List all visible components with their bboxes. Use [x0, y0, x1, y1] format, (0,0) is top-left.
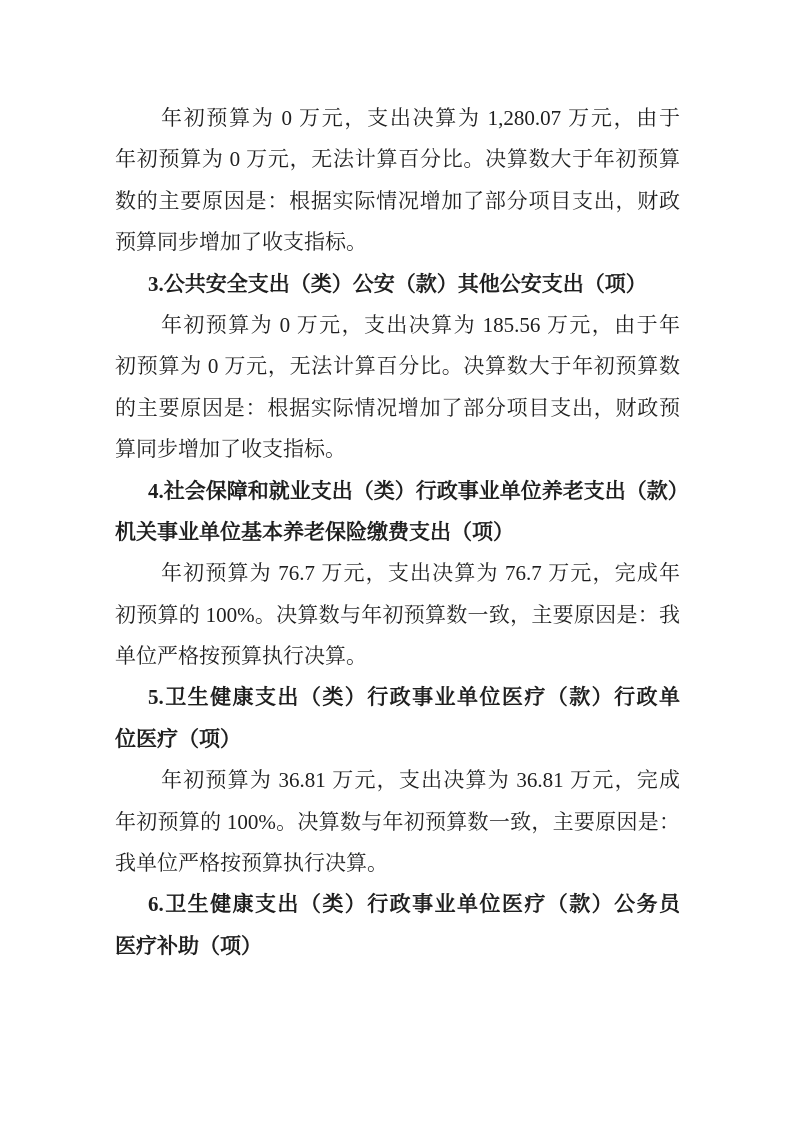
body-text-line: 预算同步增加了收支指标。	[115, 230, 367, 255]
body-text-line: 年初预算为 0 万元，支出决算为 1,280.07 万元，由于	[161, 106, 680, 130]
body-text-line: 的主要原因是：根据实际情况增加了部分项目支出，财政预	[115, 395, 680, 420]
body-text-line: 初预算为 0 万元，无法计算百分比。决算数大于年初预算数	[115, 354, 680, 379]
section-heading-line: 位医疗（项）	[115, 726, 241, 751]
body-text-line: 单位严格按预算执行决算。	[115, 644, 367, 669]
body-text-line: 年初预算为 36.81 万元，支出决算为 36.81 万元，完成	[161, 768, 680, 793]
section-heading-line: 4.社会保障和就业支出（类）行政事业单位养老支出（款）	[148, 478, 689, 503]
section-heading-line: 机关事业单位基本养老保险缴费支出（项）	[115, 519, 514, 544]
body-text-line: 初预算的 100%。决算数与年初预算数一致，主要原因是：我	[115, 602, 680, 627]
body-text-line: 年初预算为 76.7 万元，支出决算为 76.7 万元，完成年	[161, 561, 680, 586]
section-heading-line: 5.卫生健康支出（类）行政事业单位医疗（款）行政单	[148, 685, 680, 710]
body-text-line: 数的主要原因是：根据实际情况增加了部分项目支出，财政	[115, 188, 680, 213]
section-heading-line: 3.公共安全支出（类）公安（款）其他公安支出（项）	[148, 271, 647, 296]
document-content	[115, 98, 689, 967]
body-text-line: 我单位严格按预算执行决算。	[115, 851, 388, 876]
body-text-line: 年初预算为 0 万元，无法计算百分比。决算数大于年初预算	[115, 147, 680, 172]
section-heading-line: 医疗补助（项）	[115, 933, 262, 958]
body-text-line: 年初预算为 0 万元，支出决算为 185.56 万元，由于年	[161, 312, 680, 337]
body-text-line: 年初预算的 100%。决算数与年初预算数一致，主要原因是：	[115, 809, 680, 834]
section-heading-line: 6.卫生健康支出（类）行政事业单位医疗（款）公务员	[148, 892, 680, 917]
body-text-line: 算同步增加了收支指标。	[115, 437, 346, 462]
